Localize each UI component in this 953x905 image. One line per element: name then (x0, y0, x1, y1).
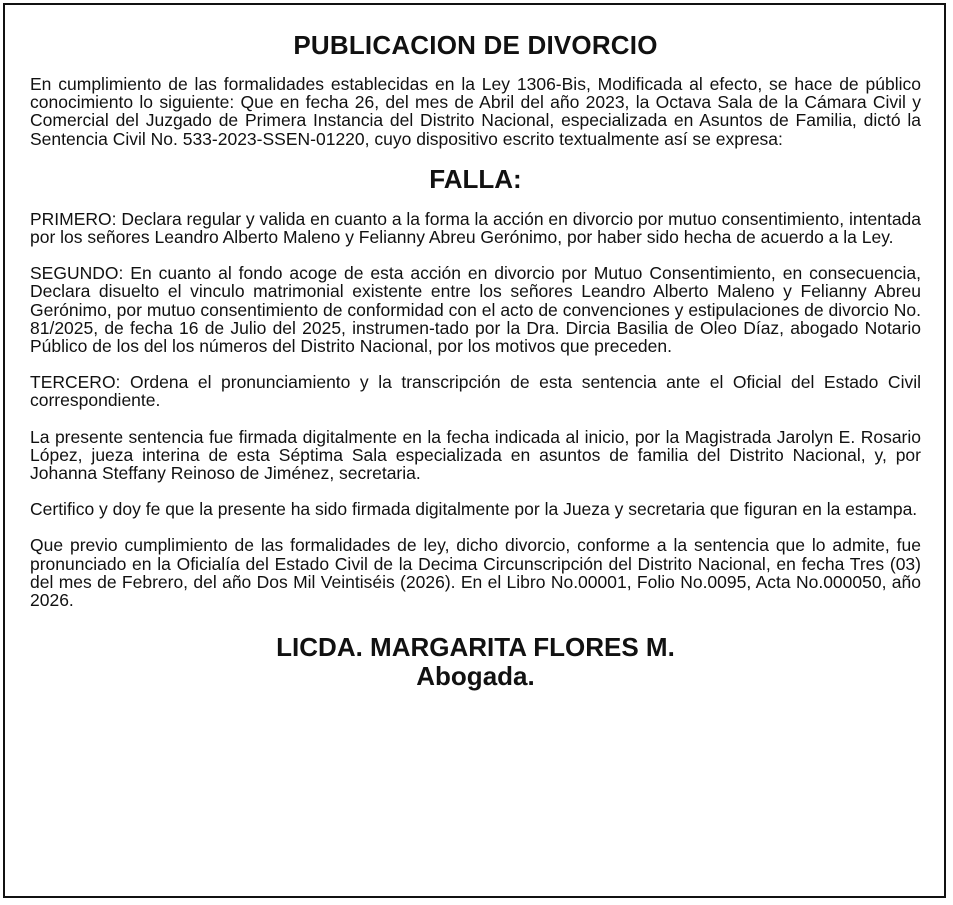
notice-title: PUBLICACION DE DIVORCIO (293, 30, 658, 60)
signatory-role: Abogada. (416, 661, 535, 692)
signatory-name: LICDA. MARGARITA FLORES M. (276, 632, 675, 663)
tercero-paragraph: TERCERO: Ordena el pronunciamiento y la transcripción de esta sentencia ante el Oficial del Estado Civil correspondiente. (30, 372, 921, 411)
segundo-paragraph: SEGUNDO: En cuanto al fondo acoge de esta acción en divorcio por Mutuo Consentimiento, en consecuencia, Declara disuelto el vinculo matrimonial existente entre los señores Leandro Alberto Maleno y Felianny Abreu Gerónimo, por mutuo consentimiento de conformidad con el acto de convenciones y estipulaciones de divorcio No. 81/2025, de fecha 16 de Julio del 2025, instrumen-tado por la Dra. Dircia Basilia de Oleo Díaz, abogado Notario Público de los del los números del Distrito Nacional, por los motivos que preceden. (30, 263, 921, 357)
falla-heading: FALLA: (429, 163, 522, 194)
primero-paragraph: PRIMERO: Declara regular y valida en cuanto a la forma la acción en divorcio por mutuo consentimiento, intentada por los señores Leandro Alberto Maleno y Felianny Abreu Gerónimo, por haber sido hecha de acuerdo a la Ley. (30, 208, 922, 248)
digital-signature-paragraph: La presente sentencia fue firmada digitalmente en la fecha indicada al inicio, por la Magistrada Jarolyn E. Rosario López, jueza interina de esta Séptima Sala especializada en asuntos de familia del Distrito Nacional, y, por Johanna Steffany Reinoso de Jiménez, secretaria. (30, 426, 921, 484)
certification-paragraph: Certifico y doy fe que la presente ha sido firmada digitalmente por la Jueza y secretaria que figuran en la estampa. (30, 499, 918, 520)
signature-block (30, 633, 921, 691)
pronouncement-paragraph: Que previo cumplimiento de las formalidades de ley, dicho divorcio, conforme a la sentencia que lo admite, fue pronunciado en la Oficialía del Estado Civil de la Decima Circunscripción del Distrito Nacional, en fecha Tres (03) del mes de Febrero, del año Dos Mil Veintiséis (2026). En el Libro No.00001, Folio No.0095, Acta No.000050, año 2026. (30, 535, 921, 611)
intro-paragraph: En cumplimiento de las formalidades establecidas en la Ley 1306-Bis, Modificada al efecto, se hace de público conocimiento lo siguiente: Que en fecha 26, del mes de Abril del año 2023, la Octava Sala de la Cámara Civil y Comercial del Juzgado de Primera Instancia del Distrito Nacional, especializada en Asuntos de Familia, dictó la Sentencia Civil No. 533-2023-SSEN-01220, cuyo dispositivo escrito textualmente así se expresa: (30, 74, 921, 149)
divorce-notice (3, 3, 946, 898)
